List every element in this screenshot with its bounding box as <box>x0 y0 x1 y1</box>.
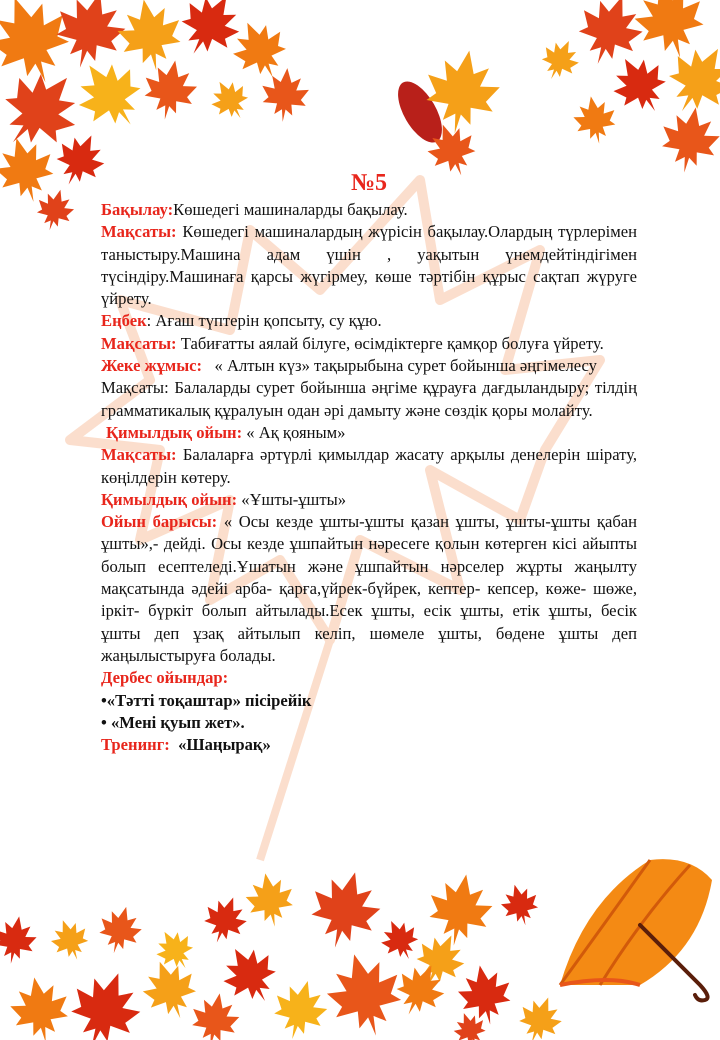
text-labor: : Ағаш түптерін қопсыту, су құю. <box>146 311 382 331</box>
page-title: №5 <box>350 170 388 196</box>
paragraph-movement-game-1 <box>101 422 637 444</box>
label-observation: Бақылау: <box>101 200 174 219</box>
label-independent-games: Дербес ойындар: <box>101 668 229 688</box>
paragraph-labor <box>101 310 637 332</box>
text-game-process: « Осы кезде ұшты-ұшты қазан ұшты, ұшты-ұшты қабан ұшты»,- дейді. Осы кезде ұшпайтын нәресеге қолын көтерген кісі айыпты болып есептеледі.Ұшатын және ұшпайтын нәрселер жұрты жаңылту мақсатында әдейі арба- қарға,үйрек-бүйрек, кептер- кепсер, көже- шөже, іркіт- бүркіт болып айтылады.Есек ұшты, есік ұшты, етік ұшты, бесік ұшты деп ұзақ айтылып келіп, шөмеле ұшты, бөдене ұшты деп жаңылыстыруға болады. <box>101 512 638 665</box>
label-individual-work: Жеке жұмыс: <box>101 356 203 376</box>
label-movement-game-1: Қимылдық ойын: <box>106 422 243 442</box>
text-goal-1: Көшедегі машиналардың жүрісін бақылау.Олардың түрлерімен таныстыру.Машина адам үшін , уақытын үнемдейтіндігімен түсіндіру.Машинаға қарсы жүгірмеу, көше тәртібін құрыс сақтап жүруге үйрету. <box>101 222 637 309</box>
text-goal-2: Табиғатты аялай білуге, өсімдіктерге қамқор болуға үйрету. <box>180 333 604 353</box>
text-movement-game-1: « Ақ қояным» <box>246 422 346 442</box>
text-individual-work: « Алтын күз» тақырыбына сурет бойынша әңгімелесу <box>214 356 597 376</box>
paragraph-observation <box>101 199 637 221</box>
list-item-catch-me: • «Мені қуып жет». <box>101 712 245 732</box>
umbrella-icon <box>560 859 712 1000</box>
paragraph-goal-2 <box>101 333 637 355</box>
label-training: Тренинг: <box>101 735 170 755</box>
label-movement-game-2: Қимылдық ойын: <box>101 489 238 509</box>
paragraph-individual-work <box>101 355 637 377</box>
paragraph-movement-game-2 <box>101 489 637 511</box>
text-training: «Шаңырақ» <box>178 735 271 755</box>
paragraph-training <box>101 734 637 756</box>
text-observation: Көшедегі машиналарды бақылау. <box>173 200 408 219</box>
text-movement-game-2: «Ұшты-ұшты» <box>241 489 347 509</box>
label-labor: Еңбек <box>101 311 147 331</box>
list-item-sweet-buns: •«Тәтті тоқаштар» пісірейік <box>101 690 312 710</box>
paragraph-goal-3: Мақсаты: Балаларды сурет бойынша әңгіме құрауға дағдыландыру; тілдің грамматикалық құралуын одан әрі дамыту және сөздік қоры молайту. <box>101 378 637 420</box>
bottom-leaves-icon <box>0 864 568 1040</box>
paragraph-game-process <box>101 511 637 667</box>
label-goal-2: Мақсаты: <box>101 333 177 353</box>
document-body <box>101 170 637 756</box>
text-goal-4: Балаларға әртүрлі қимылдар жасату арқылы денелерін шірату, көңілдерін көтеру. <box>101 445 637 487</box>
label-goal-4: Мақсаты: <box>101 445 177 465</box>
top-right-leaves-icon <box>535 0 720 177</box>
top-center-leaves-icon <box>389 44 505 183</box>
label-game-process: Ойын барысы: <box>101 512 218 532</box>
paragraph-goal-4 <box>101 444 637 489</box>
label-goal-1: Мақсаты: <box>101 222 177 242</box>
paragraph-goal-1 <box>101 221 637 310</box>
